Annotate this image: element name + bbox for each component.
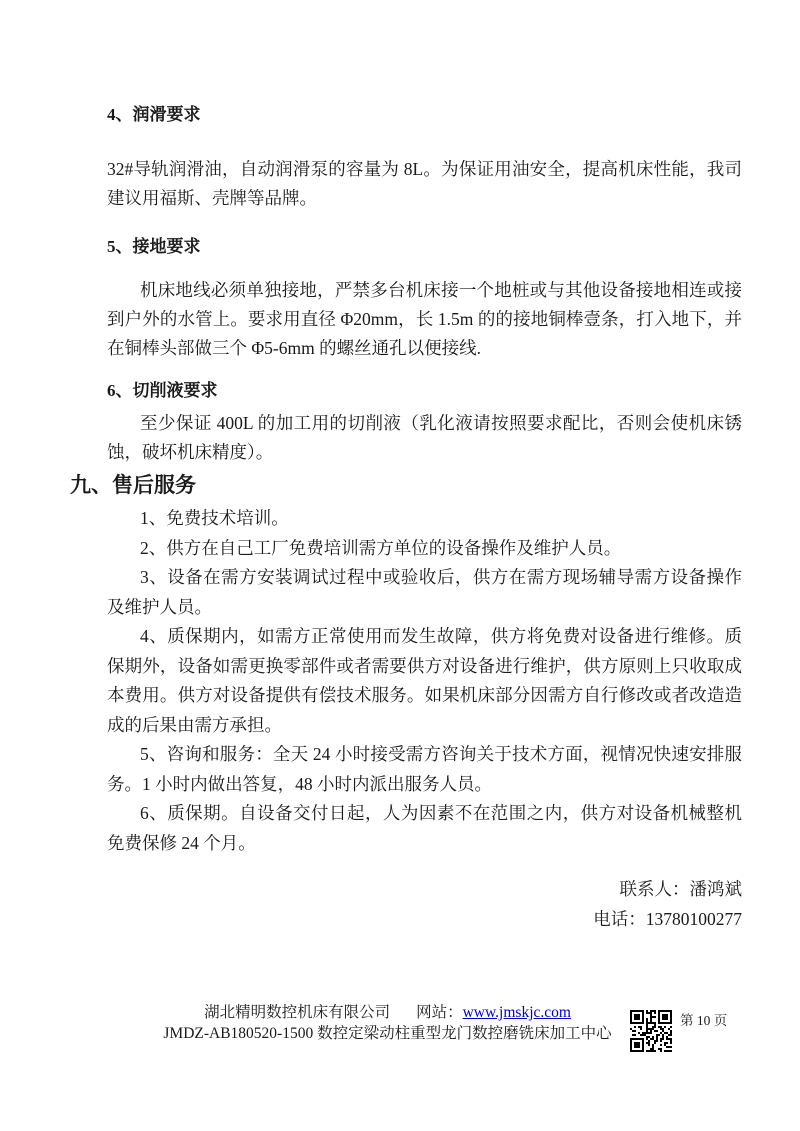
contact-block xyxy=(107,874,742,934)
service-item-3: 3、设备在需方安装调试过程中或验收后，供方在需方现场辅导需方设备操作及维护人员。 xyxy=(107,567,742,617)
section-heading-lubrication: 4、润滑要求 xyxy=(107,105,201,124)
footer-model-line: JMDZ-AB180520-1500 数控定梁动柱重型龙门数控磨铣床加工中心 xyxy=(163,1024,612,1042)
chapter-heading-after-sales: 九、售后服务 xyxy=(70,473,196,497)
section-heading-coolant: 6、切削液要求 xyxy=(107,381,218,400)
contact-person-label: 联系人： xyxy=(619,879,690,899)
section-heading-grounding: 5、接地要求 xyxy=(107,237,201,256)
paragraph-coolant: 至少保证 400L 的加工用的切削液（乳化液请按照要求配比，否则会使机床锈蚀，破坏机床精度）。 xyxy=(107,413,742,462)
contact-phone-line xyxy=(107,904,742,934)
footer-company-line xyxy=(120,1003,655,1024)
service-item-2: 2、供方在自己工厂免费培训需方单位的设备操作及维护人员。 xyxy=(140,537,622,558)
contact-phone-number: 13780100277 xyxy=(645,909,742,929)
paragraph-lubrication: 32#导轨润滑油，自动润滑泵的容量为 8L。为保证用油安全，提高机床性能，我司建议用福斯、壳牌等品牌。 xyxy=(107,159,742,208)
service-item-1: 1、免费技术培训。 xyxy=(140,508,289,528)
service-item-4: 4、质保期内，如需方正常使用而发生故障，供方将免费对设备进行维修。质保期外，设备如需更换零部件或者需要供方对设备进行维护，供方原则上只收取成本费用。供方对设备提供有偿技术服务。如果机床部分因需方自行修改或者改造造成的后果由需方承担。 xyxy=(107,626,742,735)
contact-person-name: 潘鸿斌 xyxy=(689,879,742,899)
service-item-5: 5、咨询和服务：全天 24 小时接受需方咨询关于技术方面，视情况快速安排服务。1 小时内做出答复，48 小时内派出服务人员。 xyxy=(107,744,742,794)
service-item-6: 6、质保期。自设备交付日起，人为因素不在范围之内，供方对设备机械整机免费保修 24 个月。 xyxy=(107,803,742,853)
page-footer xyxy=(120,1003,655,1044)
page-number: 第 10 页 xyxy=(680,1013,728,1028)
website-label: 网站： xyxy=(416,1004,463,1021)
contact-phone-label: 电话： xyxy=(593,909,646,929)
company-name: 湖北精明数控机床有限公司 xyxy=(204,1004,391,1021)
paragraph-grounding: 机床地线必须单独接地，严禁多台机床接一个地桩或与其他设备接地相连或接到户外的水管上。要求用直径 Φ20mm，长 1.5m 的的接地铜棒壹条，打入地下，并在铜棒头部做三个 Φ5-6mm 的螺丝通孔以便接线. xyxy=(107,280,742,358)
contact-person-line xyxy=(107,874,742,904)
qr-code-icon xyxy=(630,1010,672,1052)
website-link[interactable]: www.jmskjc.com xyxy=(462,1004,571,1021)
document-body xyxy=(70,103,742,934)
